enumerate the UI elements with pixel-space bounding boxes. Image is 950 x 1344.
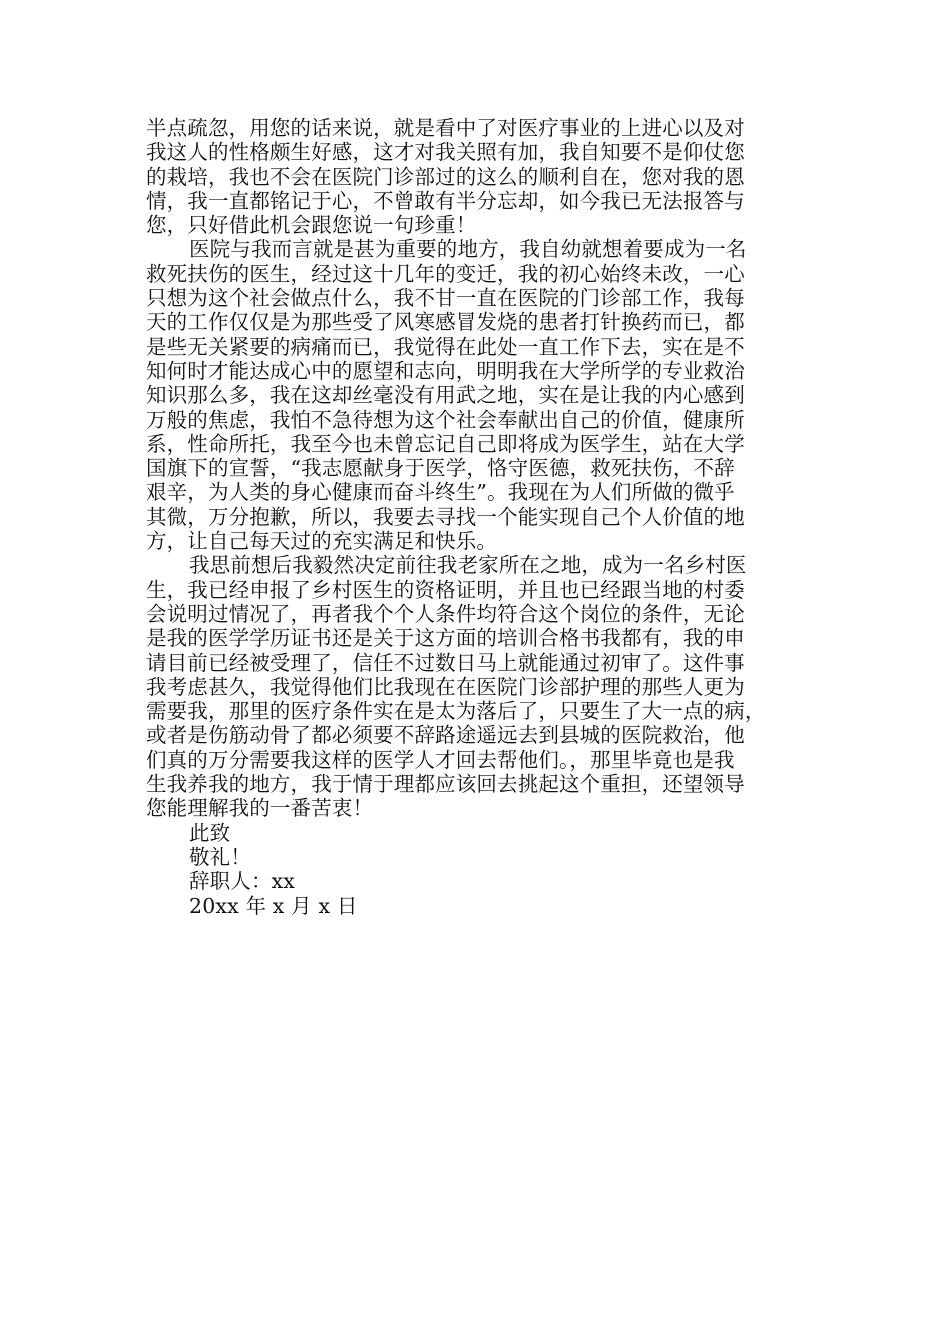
text-line: 或者是伤筋动骨了都必须要不辞路途遥远去到县城的医院救治，他 bbox=[146, 723, 745, 748]
text-line: 万般的焦虑，我怕不急待想为这个社会奉献出自己的价值，健康所 bbox=[146, 407, 745, 432]
text-line: 艰辛，为人类的身心健康而奋斗终生”。我现在为人们所做的微乎 bbox=[146, 480, 735, 505]
letter-body bbox=[146, 116, 810, 918]
text-line: 请目前已经被受理了，信任不过数日马上就能通过初审了。这件事 bbox=[146, 650, 745, 675]
text-line: 其微，万分抱歉，所以，我要去寻找一个能实现自己个人价值的地 bbox=[146, 504, 745, 529]
text-line: 您，只好借此机会跟您说一句珍重！ bbox=[146, 213, 477, 238]
text-line: 生，我已经申报了乡村医生的资格证明，并且也已经跟当地的村委 bbox=[146, 577, 745, 602]
text-line: 只想为这个社会做点什么，我不甘一直在医院的门诊部工作，我每 bbox=[146, 286, 745, 311]
text-line: 知识那么多，我在这却丝毫没有用武之地，实在是让我的内心感到 bbox=[146, 383, 745, 408]
text-line: 救死扶伤的医生，经过这十几年的变迁，我的初心始终未改，一心 bbox=[146, 261, 745, 286]
signature-line: 辞职人：xx bbox=[189, 869, 296, 894]
text-line: 情，我一直都铭记于心，不曾敢有半分忘却，如今我已无法报答与 bbox=[146, 188, 745, 213]
text-line: 是些无关紧要的病痛而已，我觉得在此处一直工作下去，实在是不 bbox=[146, 334, 745, 359]
paragraph-start-line: 我思前想后我毅然决定前往我老家所在之地，成为一名乡村医 bbox=[189, 553, 747, 578]
text-line: 系，性命所托，我至今也未曾忘记自己即将成为医学生，站在大学 bbox=[146, 431, 745, 456]
text-line: 生我养我的地方，我于情于理都应该回去挑起这个重担，还望领导 bbox=[146, 772, 745, 797]
closing-regards: 敬礼！ bbox=[189, 844, 251, 869]
text-line: 是我的医学学历证书还是关于这方面的培训合格书我都有，我的申 bbox=[146, 626, 745, 651]
text-line: 们真的万分需要我这样的医学人才回去帮他们。，那里毕竟也是我 bbox=[146, 747, 735, 772]
closing-salutation: 此致 bbox=[189, 820, 231, 845]
text-line: 国旗下的宣誓，“我志愿献身于医学，恪守医德，救死扶伤，不辞 bbox=[146, 456, 735, 481]
text-line: 需要我，那里的医疗条件实在是太为落后了，只要生了大一点的病， bbox=[146, 699, 766, 724]
text-line: 我这人的性格颇生好感，这才对我关照有加，我自知要不是仰仗您 bbox=[146, 140, 745, 165]
text-line: 方，让自己每天过的充实满足和快乐。 bbox=[146, 529, 498, 554]
text-line: 您能理解我的一番苦衷！ bbox=[146, 796, 374, 821]
date-line: 20xx 年 x 月 x 日 bbox=[189, 893, 358, 918]
text-line: 会说明过情况了，再者我个个人条件均符合这个岗位的条件，无论 bbox=[146, 601, 745, 626]
text-line: 天的工作仅仅是为那些受了风寒感冒发烧的患者打针换药而已，都 bbox=[146, 310, 745, 335]
text-line: 半点疏忽，用您的话来说，就是看中了对医疗事业的上进心以及对 bbox=[146, 116, 745, 140]
text-line: 我考虑甚久，我觉得他们比我现在在医院门诊部护理的那些人更为 bbox=[146, 674, 745, 699]
paragraph-start-line: 医院与我而言就是甚为重要的地方，我自幼就想着要成为一名 bbox=[189, 237, 747, 262]
text-line: 知何时才能达成心中的愿望和志向，明明我在大学所学的专业救治 bbox=[146, 358, 745, 383]
text-line: 的栽培，我也不会在医院门诊部过的这么的顺利自在，您对我的恩 bbox=[146, 164, 745, 189]
